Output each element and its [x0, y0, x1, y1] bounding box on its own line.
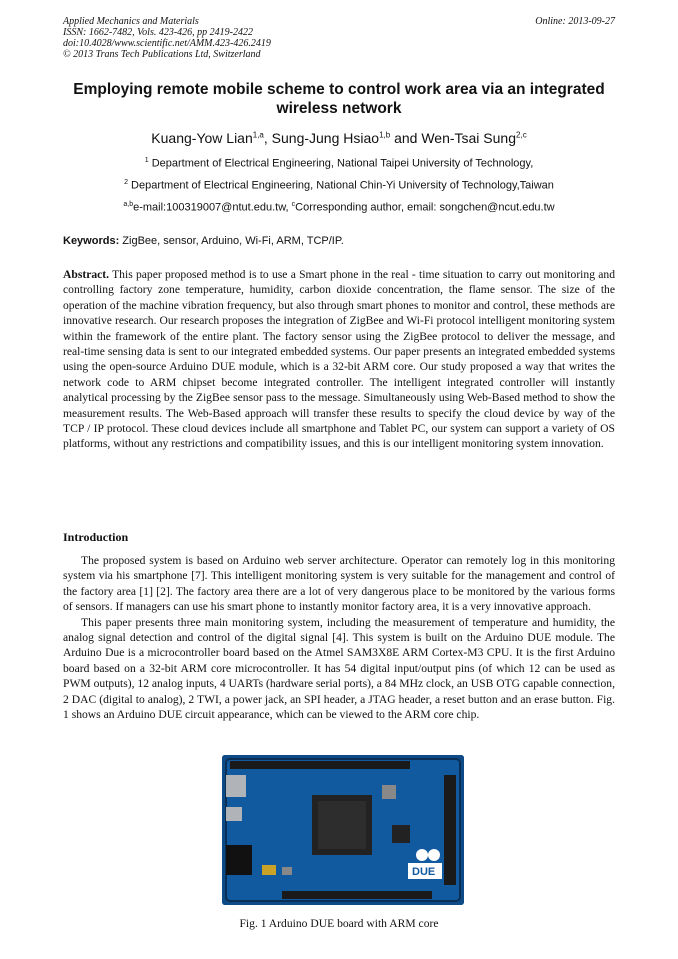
email-text: e-mail:100319007@ntut.edu.tw, — [133, 201, 292, 214]
email-sup: c — [291, 201, 296, 208]
abstract — [63, 267, 615, 452]
author-list — [60, 130, 618, 146]
intro-paragraph-2: This paper presents three main monitoring system, including the measurement of temperature and humidity, the analog signal detection and control of the digital signal [4]. This system is built on the Arduino DUE module. The Arduino Due is a microcontroller board based on the Atmel SAM3X8E ARM Cortex-M3 CPU. It is the first Arduino board based on a 32-bit ARM core microcontroller. It has 54 digital input/output pins (of which 12 can be used as PWM outputs), 12 analog inputs, 4 UARTs (hardware serial ports), a 84 MHz clock, an USB OTG capable connection, 2 DAC (digital to analog), 2 TWI, a power jack, an SPI header, a JTAG header, a reset button and an erase button. Fig. 1 shows an Arduino DUE circuit appearance, which can be viewed to the ARM core chip. — [63, 615, 615, 722]
email-line — [60, 201, 618, 214]
figure-caption: Fig. 1 Arduino DUE board with ARM core — [239, 917, 439, 930]
author-name: Kuang-Yow Lian — [151, 130, 253, 146]
online-date: Online: 2013-09-27 — [535, 16, 615, 27]
author-name: Wen-Tsai Sung — [421, 130, 517, 146]
doi-line: doi:10.4028/www.scientific.net/AMM.423-426.2419 — [63, 38, 271, 49]
abstract-label: Abstract. — [63, 268, 110, 281]
affiliation-text: Department of Electrical Engineering, National Taipei University of Technology, — [148, 157, 534, 170]
keywords-text: ZigBee, sensor, Arduino, Wi-Fi, ARM, TCP/IP. — [119, 235, 344, 247]
journal-header — [63, 16, 363, 60]
author-sup: 2,c — [516, 130, 527, 140]
board-label: DUE — [412, 866, 436, 878]
author-name: Sung-Jung Hsiao — [271, 130, 380, 146]
author-sup: 1,a — [252, 130, 264, 140]
author-separator: and — [390, 130, 422, 146]
affiliation-1 — [60, 157, 618, 170]
affiliation-text: Department of Electrical Engineering, National Chin-Yi University of Technology,Taiwan — [127, 179, 554, 192]
introduction-heading: Introduction — [63, 530, 129, 544]
email-sup: a,b — [123, 201, 134, 208]
paper-title: Employing remote mobile scheme to control work area via an integrated wireless network — [73, 81, 605, 117]
affiliation-2 — [60, 179, 618, 192]
affiliation-sup: 1 — [144, 157, 149, 164]
issn-line: ISSN: 1662-7482, Vols. 423-426, pp 2419-2422 — [63, 27, 253, 38]
arduino-board-image — [222, 755, 464, 905]
author-separator: , — [263, 130, 272, 146]
introduction-body — [63, 553, 615, 722]
affiliation-sup: 2 — [124, 179, 128, 186]
keywords-label: Keywords: — [63, 235, 120, 247]
email-text: Corresponding author, email: songchen@ncut.edu.tw — [295, 201, 555, 214]
copyright-line: © 2013 Trans Tech Publications Ltd, Switzerland — [63, 49, 261, 60]
intro-paragraph-1: The proposed system is based on Arduino web server architecture. Operator can remotely log in this monitoring system via his smartphone [7]. This intelligent monitoring system is very suitable for the management and control of the factory area [1] [2]. The factory area there are a lot of very dangerous place to be monitored by the various forms of sensors. If managers can use his smart phone to instantly monitor factory area, it is a very innovative approach. — [63, 554, 615, 614]
journal-name: Applied Mechanics and Materials — [63, 16, 199, 27]
abstract-text: This paper proposed method is to use a Smart phone in the real - time situation to carry out monitoring and controlling factory zone temperature, humidity, carbon dioxide concentration, the flame sensor. The size of the operation of the machine vibration frequency, but also through smart phones to monitor and control, these methods are innovative research. Our research proposes the integration of ZigBee and Wi-Fi protocol intelligent monitoring system within the framework of the entire plant. The factory sensor using the ZigBee protocol to deliver the message, and real-time sensing data is sent to our integrated embedded systems. Our paper presents an integrated embedded systems using the open-source Arduino DUE module, which is a 32-bit ARM core. Our study proposed a way that writes the network code to ARM chipset become integrated controller. The intelligent integrated controller will instantly analytical processing by the ZigBee sensor pass to the message. Simultaneously using Web-Based method to show the measurement results. The Web-Based approach will transfer these results to specify the cloud device by way of the TCP / IP protocol. These cloud devices include all smartphone and Tablet PC, our system can support a variety of OS platforms, without any restrictions and compatibility issues, and this is our intelligent monitoring system innovation. — [63, 268, 615, 451]
keywords — [63, 235, 615, 247]
author-sup: 1,b — [379, 130, 391, 140]
arduino-board-illustration — [222, 755, 464, 905]
